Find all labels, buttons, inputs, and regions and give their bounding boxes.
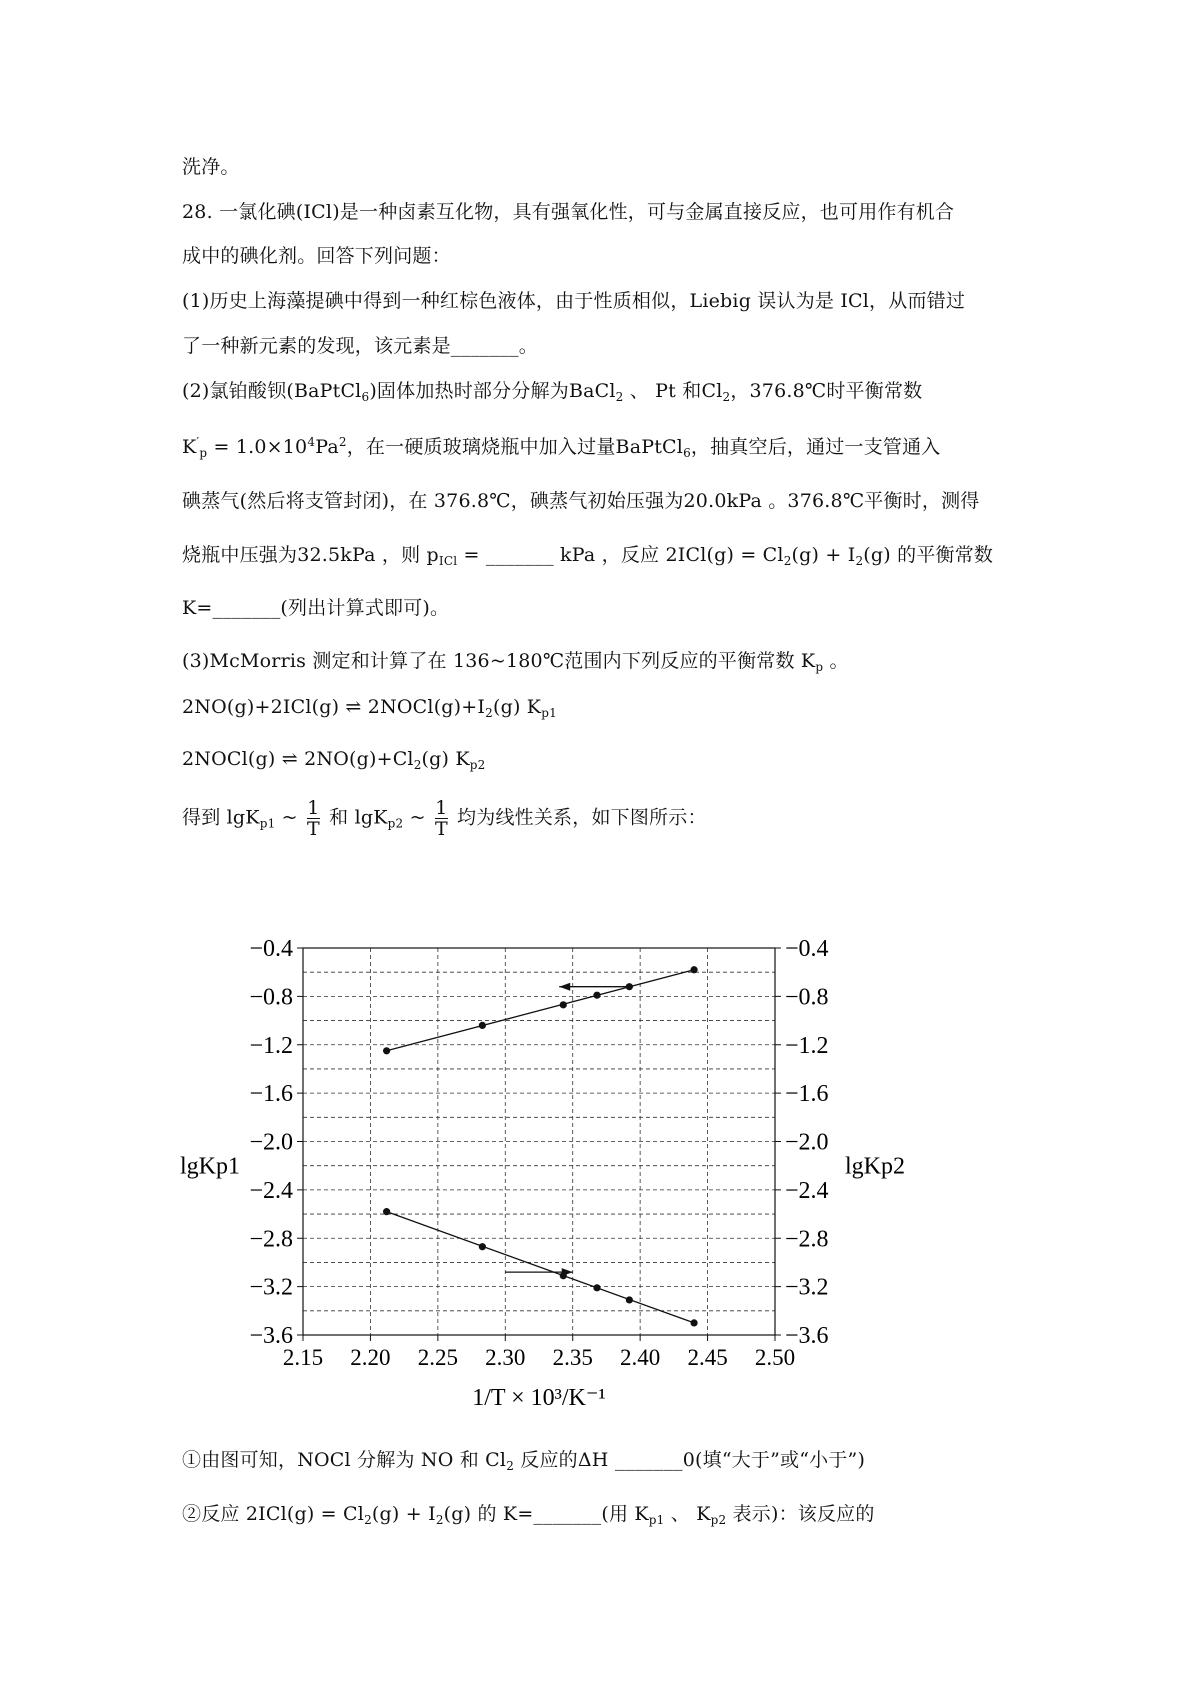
y-tick-label-right: −3.2 [785,1274,829,1301]
x-tick-label: 2.35 [552,1345,593,1370]
text-line: 成中的碘化剂。回答下列问题： [182,245,451,267]
y-axis-label-right: lgKp2 [845,1153,905,1180]
arrow-head [559,983,570,991]
y-tick-label-left: −0.4 [249,936,293,962]
reaction-1: 2NO(g)+2ICl(g) ⇌ $2NOCl(g)+I_2(g)$ $K_{p1}$ [182,696,557,720]
data-point [383,1047,390,1054]
x-tick-label: 2.45 [687,1345,728,1370]
y-tick-label-left: −3.6 [249,1323,293,1349]
question-28-stem: 28. 一氯化碘(ICl)是一种卤素互化物，具有强氧化性，可与金属直接反应，也可用作有机合 [182,201,955,223]
data-point [690,966,697,973]
y-tick-label-left: −2.8 [249,1226,293,1253]
question-1: ①由图可知，NOCl 分解为 NO 和 $Cl_2$ 反应的ΔH _______0(填“大于”或“小于”) [182,1449,866,1473]
text-line: 洗净。 [182,156,240,178]
y-tick-label-right: −1.2 [785,1032,829,1059]
part-1: (1)历史上海藻提碘中得到一种红棕色液体，由于性质相似，Liebig 误认为是 ICl，从而错过 [182,290,966,312]
y-tick-label-left: −0.8 [249,984,293,1011]
part-2-line5: K=_______(列出计算式即可)。 [182,597,450,619]
y-axis-label-left: lgKp1 [180,1153,240,1180]
data-point [626,1296,633,1303]
y-tick-label-right: −0.8 [785,984,829,1011]
part-3-intro: (3)McMorris 测定和计算了在 136~180℃范围内下列反应的平衡常数 $K_p$ 。 [182,650,849,674]
reaction-2: 2NOCl(g) ⇌ $2NO(g)+Cl_2(g)$ $K_{p2}$ [182,748,486,772]
part-1-blank: 了一种新元素的发现，该元素是_______。 [182,335,538,357]
y-tick-label-right: −2.8 [785,1226,829,1253]
series-line [387,970,694,1051]
x-tick-label: 2.15 [282,1345,324,1370]
part-2-line1: (2)氯铂酸钡(BaPtCl$_6$)固体加热时部分分解为BaCl$_2$ 、 Pt 和$Cl_2$，376.8℃时平衡常数 [182,380,923,404]
data-point [560,1001,567,1008]
arrow-head [562,1268,573,1276]
y-tick-label-right: −1.6 [785,1081,829,1108]
y-tick-label-right: −3.6 [785,1323,829,1349]
data-point [383,1208,390,1215]
x-tick-label: 2.40 [620,1345,661,1370]
part-2-line3: 碘蒸气(然后将支管封闭)，在 376.8℃，碘蒸气初始压强为20.0kPa 。376.8℃平衡时，测得 [182,490,980,512]
series-line [387,1212,694,1323]
part-2-line2: $K'_p = 1.0\times 10^4Pa^2$，在一硬质玻璃烧瓶中加入过量BaPtCl$_6$，抽真空后，通过一支管通入 [182,435,941,460]
lgk-vs-inverse-t-chart [160,915,920,1435]
question-2: ②反应 $2ICl(g) = Cl_2(g) + I_2(g)$ 的 K=_______(用 $K_{p1}$ 、 $K_{p2}$ 表示)：该反应的 [182,1503,875,1527]
y-tick-label-right: −2.0 [785,1129,829,1156]
data-point [479,1022,486,1029]
y-tick-label-left: −1.6 [249,1081,293,1108]
data-point [593,992,600,999]
fraction-1-over-t: $\frac{1}{T}$ [434,797,448,840]
y-tick-label-right: −0.4 [785,936,829,962]
x-tick-label: 2.25 [417,1345,458,1370]
x-axis-label: 1/T × 10³/K⁻¹ [472,1385,606,1411]
fraction-1-over-t: $\frac{1}{T}$ [307,797,320,840]
data-point [593,1284,600,1291]
data-point [690,1319,697,1326]
y-tick-label-left: −2.4 [249,1177,293,1204]
y-tick-label-left: −2.0 [249,1129,293,1156]
data-point [479,1243,486,1250]
x-tick-label: 2.20 [350,1345,391,1370]
x-tick-label: 2.30 [485,1345,526,1370]
y-tick-label-right: −2.4 [785,1177,829,1204]
y-tick-label-left: −3.2 [249,1274,293,1301]
linear-relation-line: 得到 lgK$_{p1}$ ~ $\frac{1}{T}$ 和 lgK$_{p2}$ ~ $\frac{1}{T}$ 均为线性关系，如下图所示： [182,797,707,840]
x-tick-label: 2.50 [754,1345,796,1370]
part-2-line4: 烧瓶中压强为32.5kPa ，则 $p_{ICl}$ = _______ kPa ，反应 $2ICl(g) = Cl_2(g) + I_2(g)$ 的平衡常数 [182,544,994,568]
y-tick-label-left: −1.2 [249,1032,293,1059]
